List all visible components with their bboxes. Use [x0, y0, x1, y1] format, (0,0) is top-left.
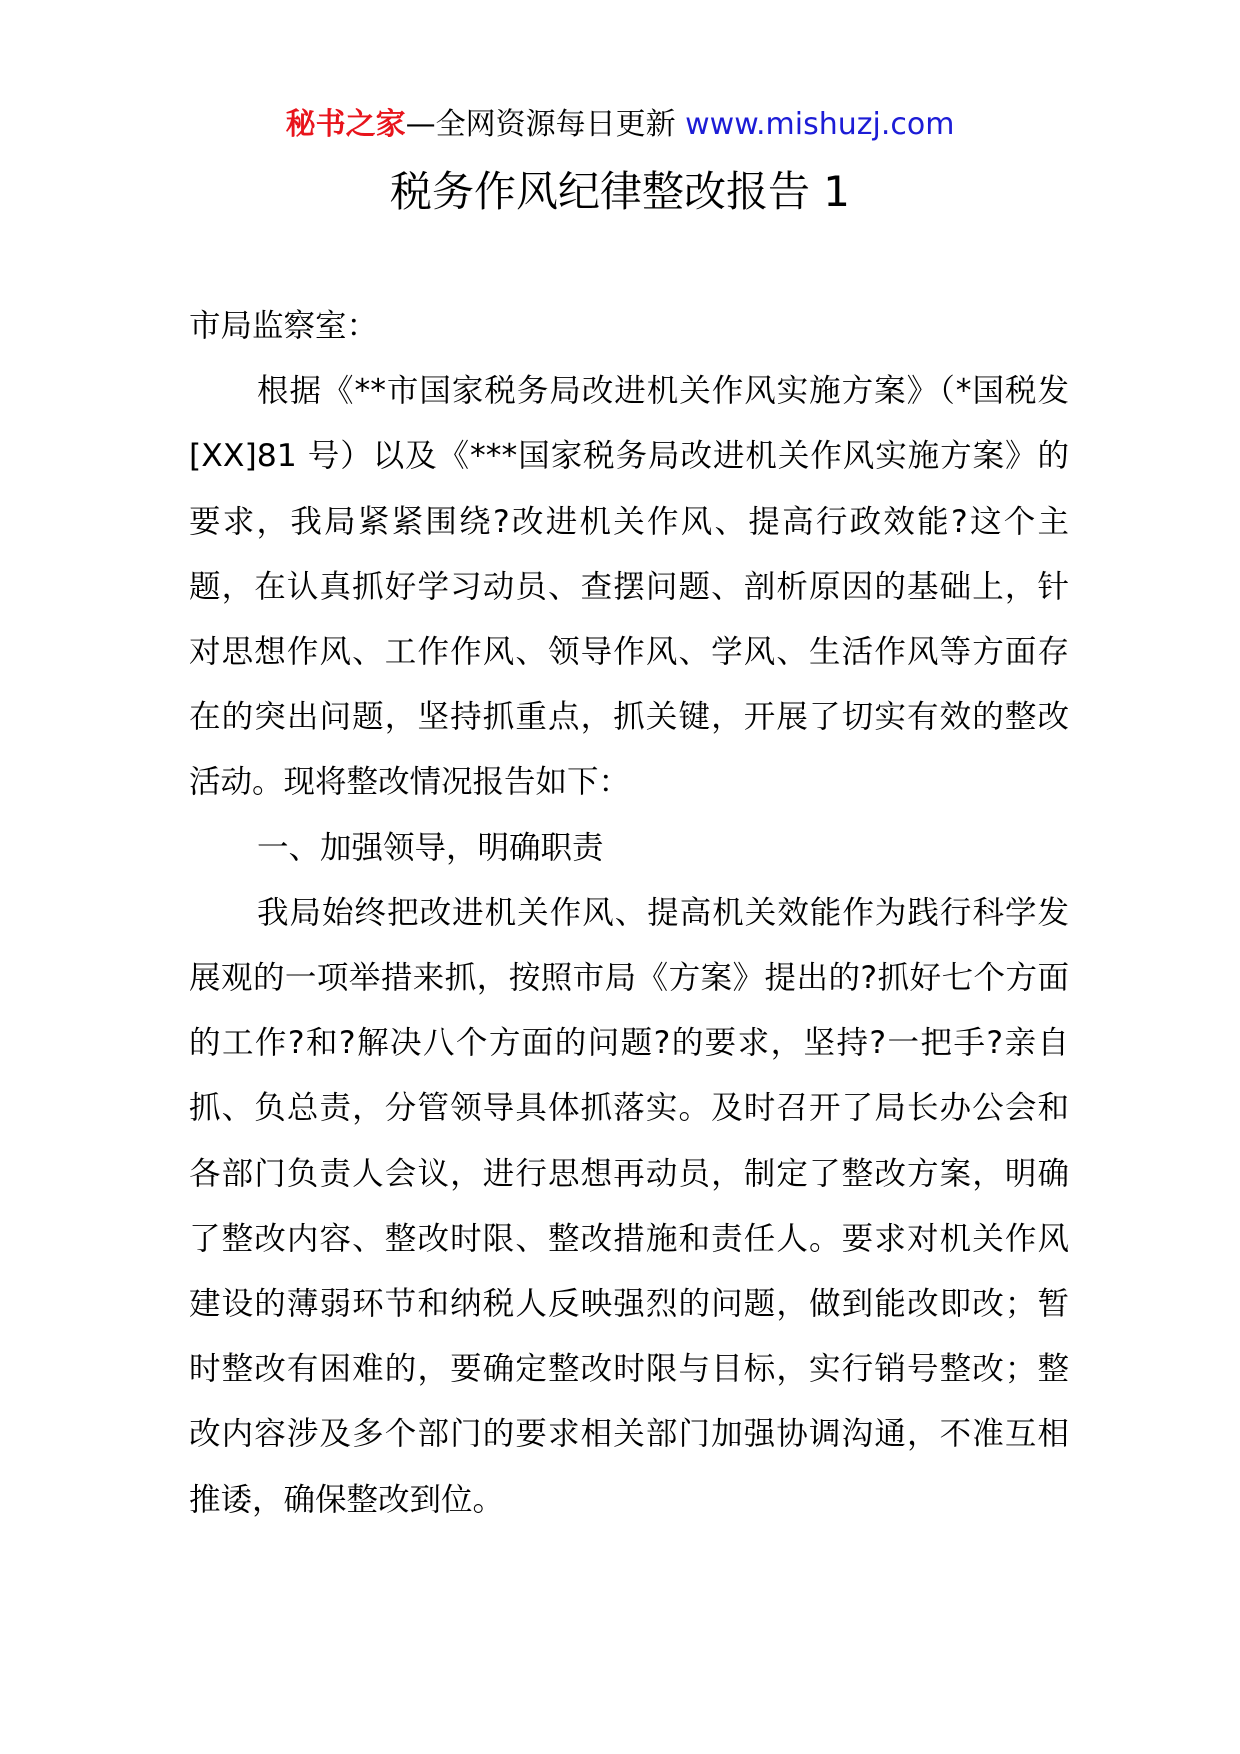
- watermark-url-link[interactable]: www.mishuzj.com: [685, 107, 955, 142]
- watermark-brand: 秘书之家: [285, 107, 406, 142]
- document-title: 税务作风纪律整改报告 1: [389, 167, 851, 216]
- section-heading-1: 一、加强领导，明确职责: [257, 829, 604, 866]
- salutation: 市局监察室：: [189, 308, 379, 344]
- paragraph-section-1: 我局始终把改进机关作风、提高机关效能作为践行科学发展观的一项举措来抓，按照市局《方案》提出的?抓好七个方面的工作?和?解决八个方面的问题?的要求，坚持?一把手?亲自抓、负总责，分管领导具体抓落实。及时召开了局长办公会和各部门负责人会议，进行思想再动员，制定了整改方案，明确了整改内容、整改时限、整改措施和责任人。要求对机关作风建设的薄弱环节和纳税人反映强烈的问题，做到能改即改；暂时整改有困难的，要确定整改时限与目标，实行销号整改；整改内容涉及多个部门的要求相关部门加强协调沟通，不准互相推诿，确保整改到位。: [189, 894, 1069, 1518]
- document-body: [189, 294, 1069, 1533]
- paragraph-intro: 根据《**市国家税务局改进机关作风实施方案》（*国税发[XX]81 号）以及《***国家税务局改进机关作风实施方案》的要求，我局紧紧围绕?改进机关作风、提高行政效能?这个主题，在认真抓好学习动员、查摆问题、剖析原因的基础上，针对思想作风、工作作风、领导作风、学风、生活作风等方面存在的突出问题，坚持抓重点，抓关键，开展了切实有效的整改活动。现将整改情况报告如下：: [189, 373, 1069, 801]
- watermark-tagline: —全网资源每日更新: [405, 107, 686, 142]
- watermark-header: [0, 103, 1240, 147]
